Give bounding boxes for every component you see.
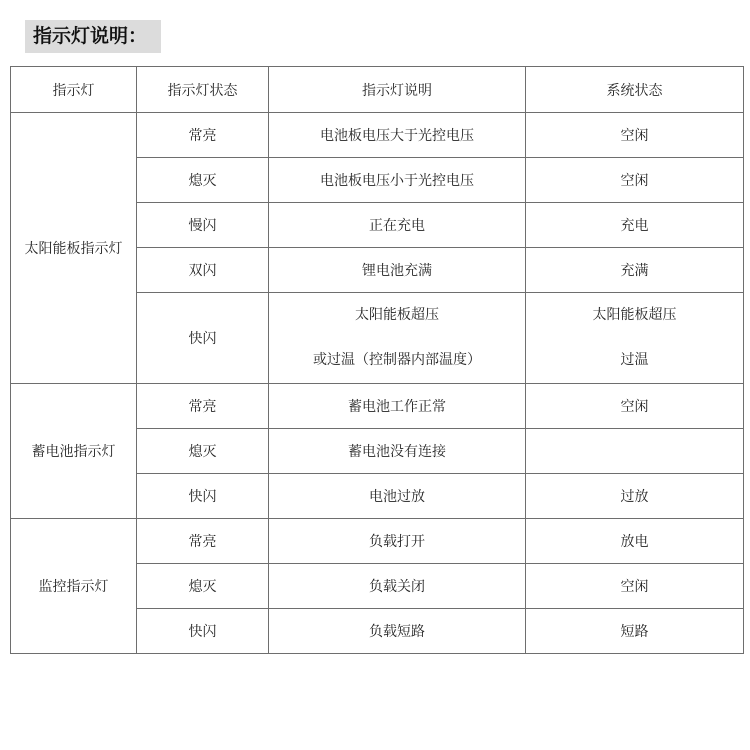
table-row xyxy=(11,384,744,429)
table-row xyxy=(11,519,744,564)
description-cell: 负载打开 xyxy=(269,519,526,564)
status-cell: 空闲 xyxy=(526,564,744,609)
status-cell: 空闲 xyxy=(526,384,744,429)
state-cell: 慢闪 xyxy=(137,203,269,248)
page-title: 指示灯说明： xyxy=(25,20,161,53)
description-cell: 电池过放 xyxy=(269,474,526,519)
description-line: 太阳能板超压 xyxy=(355,307,439,323)
state-cell: 常亮 xyxy=(137,384,269,429)
status-cell: 短路 xyxy=(526,609,744,654)
state-cell: 熄灭 xyxy=(137,158,269,203)
header-indicator-description: 指示灯说明 xyxy=(269,67,526,113)
description-cell: 锂电池充满 xyxy=(269,248,526,293)
state-cell: 熄灭 xyxy=(137,429,269,474)
state-cell: 熄灭 xyxy=(137,564,269,609)
status-line: 太阳能板超压 xyxy=(592,307,677,323)
status-cell: 充电 xyxy=(526,203,744,248)
group-name-monitor: 监控指示灯 xyxy=(11,519,137,654)
status-cell: 空闲 xyxy=(526,158,744,203)
status-cell xyxy=(526,293,744,384)
state-cell: 常亮 xyxy=(137,113,269,158)
status-cell: 空闲 xyxy=(526,113,744,158)
description-cell: 电池板电压大于光控电压 xyxy=(269,113,526,158)
state-cell: 快闪 xyxy=(137,474,269,519)
header-system-status: 系统状态 xyxy=(526,67,744,113)
state-cell: 快闪 xyxy=(137,293,269,384)
table-header-row xyxy=(11,67,744,113)
header-indicator: 指示灯 xyxy=(11,67,137,113)
description-line: 或过温（控制器内部温度） xyxy=(313,352,481,368)
state-cell: 快闪 xyxy=(137,609,269,654)
status-cell: 充满 xyxy=(526,248,744,293)
status-cell: 过放 xyxy=(526,474,744,519)
state-cell: 常亮 xyxy=(137,519,269,564)
table-row xyxy=(11,113,744,158)
status-cell: 放电 xyxy=(526,519,744,564)
status-line: 过温 xyxy=(620,352,649,368)
description-cell: 正在充电 xyxy=(269,203,526,248)
group-name-battery: 蓄电池指示灯 xyxy=(11,384,137,519)
state-cell: 双闪 xyxy=(137,248,269,293)
description-cell: 蓄电池没有连接 xyxy=(269,429,526,474)
status-cell xyxy=(526,429,744,474)
description-cell: 负载关闭 xyxy=(269,564,526,609)
indicator-table xyxy=(10,66,744,654)
header-indicator-state: 指示灯状态 xyxy=(137,67,269,113)
group-name-solar: 太阳能板指示灯 xyxy=(11,113,137,384)
description-cell: 电池板电压小于光控电压 xyxy=(269,158,526,203)
description-cell: 蓄电池工作正常 xyxy=(269,384,526,429)
description-cell xyxy=(269,293,526,384)
description-cell: 负载短路 xyxy=(269,609,526,654)
